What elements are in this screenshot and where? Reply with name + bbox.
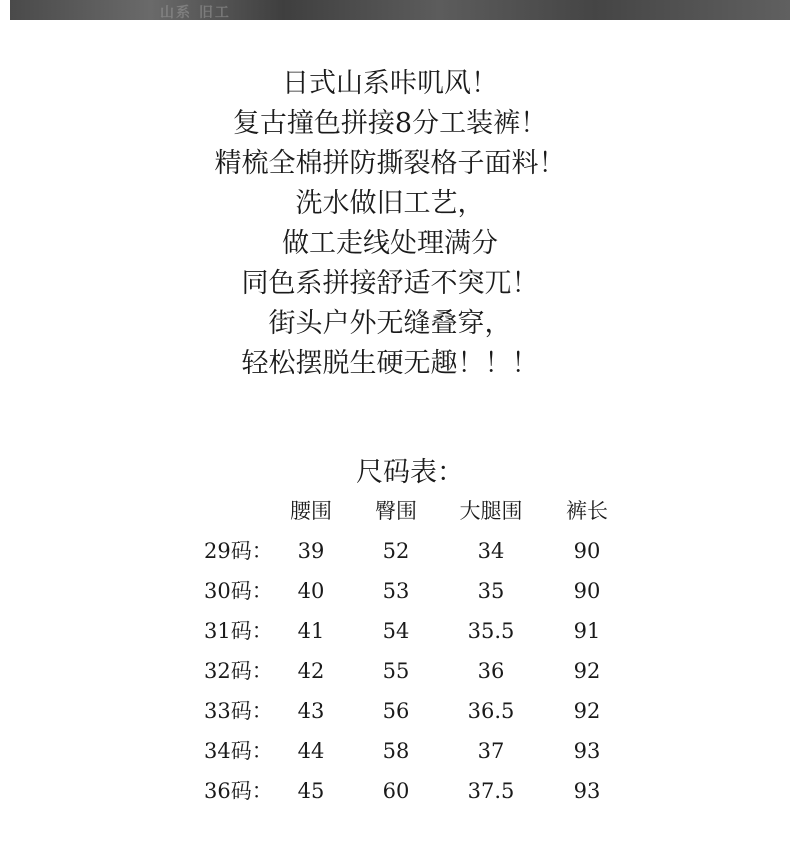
description-line: 复古撞色拼接8分工装裤！ <box>232 108 548 139</box>
size-value: 91 <box>573 619 601 643</box>
size-label: 36码： <box>204 779 273 803</box>
size-value: 58 <box>382 739 410 763</box>
size-value: 90 <box>573 539 601 563</box>
size-value: 35 <box>477 579 505 603</box>
size-value: 39 <box>297 539 325 563</box>
column-header: 臀围 <box>375 499 417 523</box>
size-chart-title: 尺码表： <box>356 457 464 488</box>
size-label: 29码： <box>204 539 273 563</box>
size-value: 41 <box>297 619 325 643</box>
size-value: 92 <box>573 699 601 723</box>
column-header: 腰围 <box>290 499 332 523</box>
description-line: 洗水做旧工艺， <box>295 188 485 219</box>
description-line: 日式山系咔叽风！ <box>282 68 498 99</box>
size-value: 40 <box>297 579 325 603</box>
description-line: 轻松摆脱生硬无趣！！！ <box>241 348 539 379</box>
size-value: 60 <box>382 779 410 803</box>
size-label: 32码： <box>204 659 273 683</box>
product-description <box>0 64 780 384</box>
column-header: 大腿围 <box>459 499 523 523</box>
size-value: 36 <box>477 659 505 683</box>
size-value: 54 <box>382 619 410 643</box>
size-value: 45 <box>297 779 325 803</box>
size-value: 43 <box>297 699 325 723</box>
size-value: 56 <box>382 699 410 723</box>
size-value: 42 <box>297 659 325 683</box>
size-value: 44 <box>297 739 325 763</box>
size-value: 93 <box>573 739 601 763</box>
size-label: 33码： <box>204 699 273 723</box>
description-line: 做工走线处理满分 <box>282 228 498 259</box>
description-line: 同色系拼接舒适不突兀！ <box>241 268 539 299</box>
size-value: 52 <box>382 539 410 563</box>
size-label: 31码： <box>204 619 273 643</box>
column-header: 裤长 <box>566 499 608 523</box>
size-value: 93 <box>573 779 601 803</box>
size-value: 35.5 <box>467 619 515 643</box>
description-line: 精梳全棉拼防撕裂格子面料！ <box>214 148 566 179</box>
banner-watermark: 山系 旧工 <box>160 5 231 20</box>
size-label: 34码： <box>204 739 273 763</box>
top-banner-image <box>10 0 790 20</box>
size-value: 37.5 <box>467 779 515 803</box>
size-value: 55 <box>382 659 410 683</box>
size-label: 30码： <box>204 579 273 603</box>
size-value: 37 <box>477 739 505 763</box>
size-value: 92 <box>573 659 601 683</box>
size-value: 36.5 <box>467 699 515 723</box>
description-line: 街头户外无缝叠穿， <box>268 308 512 339</box>
size-value: 90 <box>573 579 601 603</box>
size-value: 34 <box>477 539 505 563</box>
size-value: 53 <box>382 579 410 603</box>
